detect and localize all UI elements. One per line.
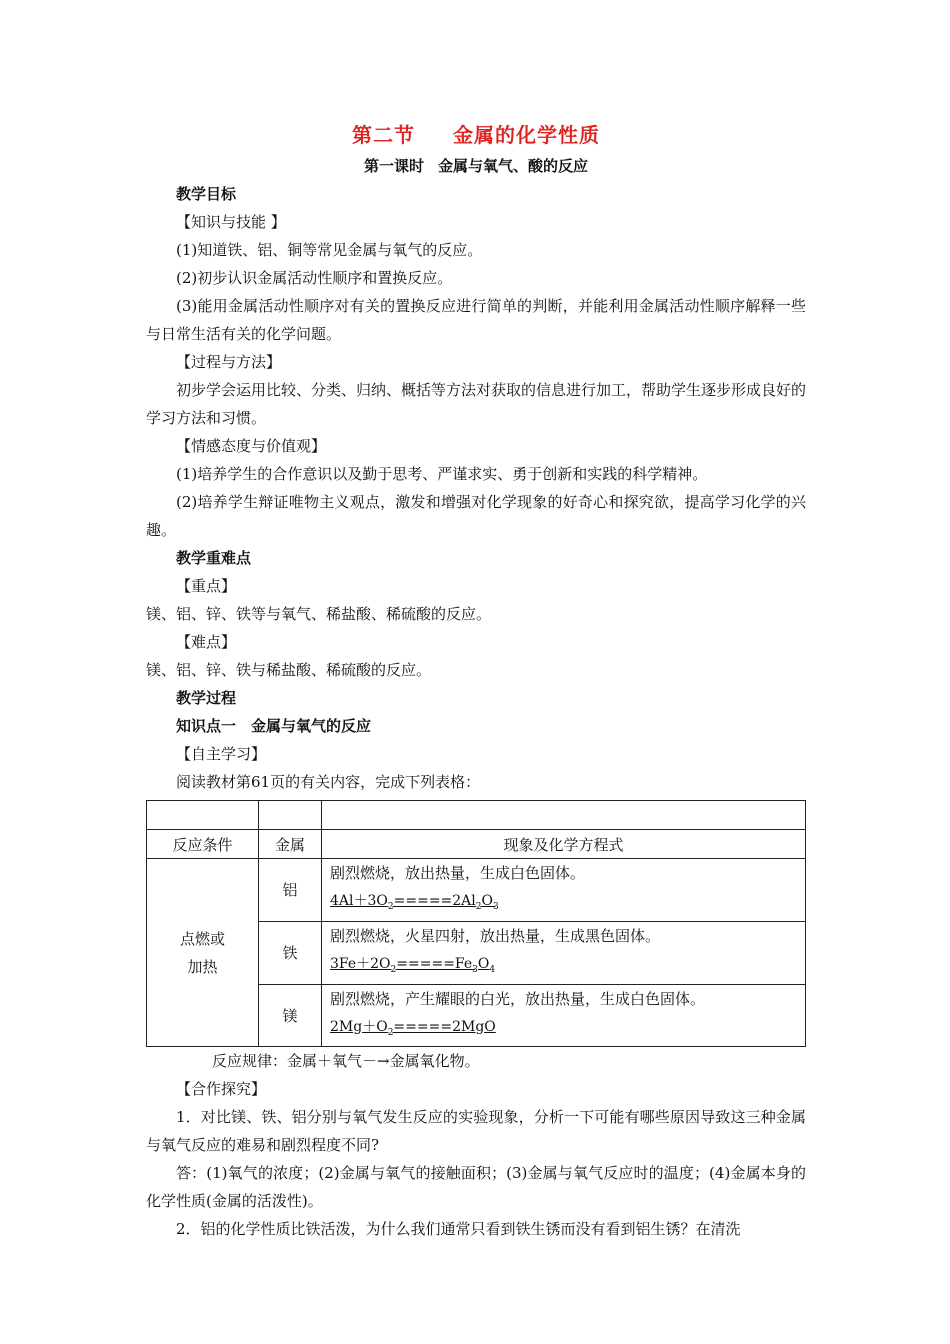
section-number: 第二节 <box>352 123 415 147</box>
chemical-equation: $4Al+3O_2=====2Al_2O_3$ <box>330 893 499 912</box>
process-item-1: 初步学会运用比较、分类、归纳、概括等方法对获取的信息进行加工，帮助学生逐步形成良好的学习方法和习惯。 <box>146 381 807 427</box>
reaction-table <box>146 800 806 1047</box>
phenomenon-text: 剧烈燃烧，产生耀眼的白光，放出热量，生成白色固体。 <box>330 989 706 1008</box>
emotion-item-1: (1)培养学生的合作意识以及勤于思考、严谨求实、勇于创新和实践的科学精神。 <box>176 465 708 483</box>
hard-point-text: 镁、铝、锌、铁与稀盐酸、稀硫酸的反应。 <box>146 661 432 679</box>
difficulty-heading: 教学重难点 <box>176 549 252 567</box>
lesson-number: 第一课时 <box>363 157 424 175</box>
table-blank-row <box>147 801 806 830</box>
table-header-row <box>147 830 806 859</box>
key-point-heading: 【重点】 <box>176 577 237 595</box>
knowledge-item-1: (1)知道铁、铝、铜等常见金属与氧气的反应。 <box>176 241 483 259</box>
metal-cell: 铝 <box>259 859 322 922</box>
knowledge-point-1-heading: 知识点一 金属与氧气的反应 <box>176 717 372 735</box>
lesson-topic: 金属与氧气、酸的反应 <box>438 157 589 175</box>
reaction-rule: 反应规律：金属＋氧气－→金属氧化物。 <box>212 1052 480 1071</box>
phenomenon-cell <box>322 984 806 1047</box>
header-condition: 反应条件 <box>147 830 259 859</box>
objectives-heading: 教学目标 <box>176 185 237 203</box>
process-section-heading: 教学过程 <box>176 689 237 707</box>
phenomenon-cell <box>322 859 806 922</box>
hard-point-heading: 【难点】 <box>176 633 237 651</box>
process-heading: 【过程与方法】 <box>176 353 282 371</box>
knowledge-heading: 【知识与技能 】 <box>176 213 286 231</box>
chemical-equation: $3Fe+2O_2=====Fe_3O_4$ <box>330 955 496 975</box>
knowledge-item-3: (3)能用金属活动性顺序对有关的置换反应进行简单的判断，并能利用金属活动性顺序解释一些与日常生活有关的化学问题。 <box>146 297 806 343</box>
condition-line-1: 点燃或 <box>179 929 225 948</box>
metal-cell: 镁 <box>259 984 322 1047</box>
table-row <box>147 859 806 922</box>
document-page <box>146 118 806 1243</box>
emotion-item-2: (2)培养学生辩证唯物主义观点，激发和增强对化学现象的好奇心和探究欲，提高学习化学的兴趣。 <box>146 493 806 539</box>
chemical-equation: $2Mg+O_2=====2MgO$ <box>330 1018 496 1038</box>
coop-heading: 【合作探究】 <box>176 1080 267 1099</box>
metal-cell: 铁 <box>259 921 322 984</box>
phenomenon-text: 剧烈燃烧，放出热量，生成白色固体。 <box>330 864 586 882</box>
condition-line-2: 加热 <box>187 957 218 976</box>
key-point-text: 镁、铝、锌、铁等与氧气、稀盐酸、稀硫酸的反应。 <box>146 605 492 623</box>
phenomenon-text: 剧烈燃烧，火星四射，放出热量，生成黑色固体。 <box>330 926 661 945</box>
lesson-subtitle <box>146 152 806 180</box>
coop-question-2: 2．铝的化学性质比铁活泼，为什么我们通常只看到铁生锈而没有看到铝生锈？在清洗 <box>176 1220 741 1239</box>
condition-cell <box>147 859 259 1047</box>
coop-question-1: 1．对比镁、铁、铝分别与氧气发生反应的实验现象，分析一下可能有哪些原因导致这三种金属与氧气反应的难易和剧烈程度不同? <box>146 1108 806 1155</box>
header-metal: 金属 <box>259 830 322 859</box>
coop-answer-1: 答：(1)氧气的浓度；(2)金属与氧气的接触面积；(3)金属与氧气反应时的温度；(4)金属本身的化学性质(金属的活泼性)。 <box>146 1164 806 1211</box>
self-study-heading: 【自主学习】 <box>176 745 267 763</box>
reading-instruction: 阅读教材第61页的有关内容，完成下列表格： <box>176 773 481 791</box>
phenomenon-cell <box>322 921 806 984</box>
emotion-heading: 【情感态度与价值观】 <box>176 437 327 455</box>
header-phenomenon: 现象及化学方程式 <box>322 830 806 859</box>
page-title <box>146 118 806 152</box>
section-name: 金属的化学性质 <box>453 123 600 147</box>
knowledge-item-2: (2)初步认识金属活动性顺序和置换反应。 <box>176 269 453 287</box>
